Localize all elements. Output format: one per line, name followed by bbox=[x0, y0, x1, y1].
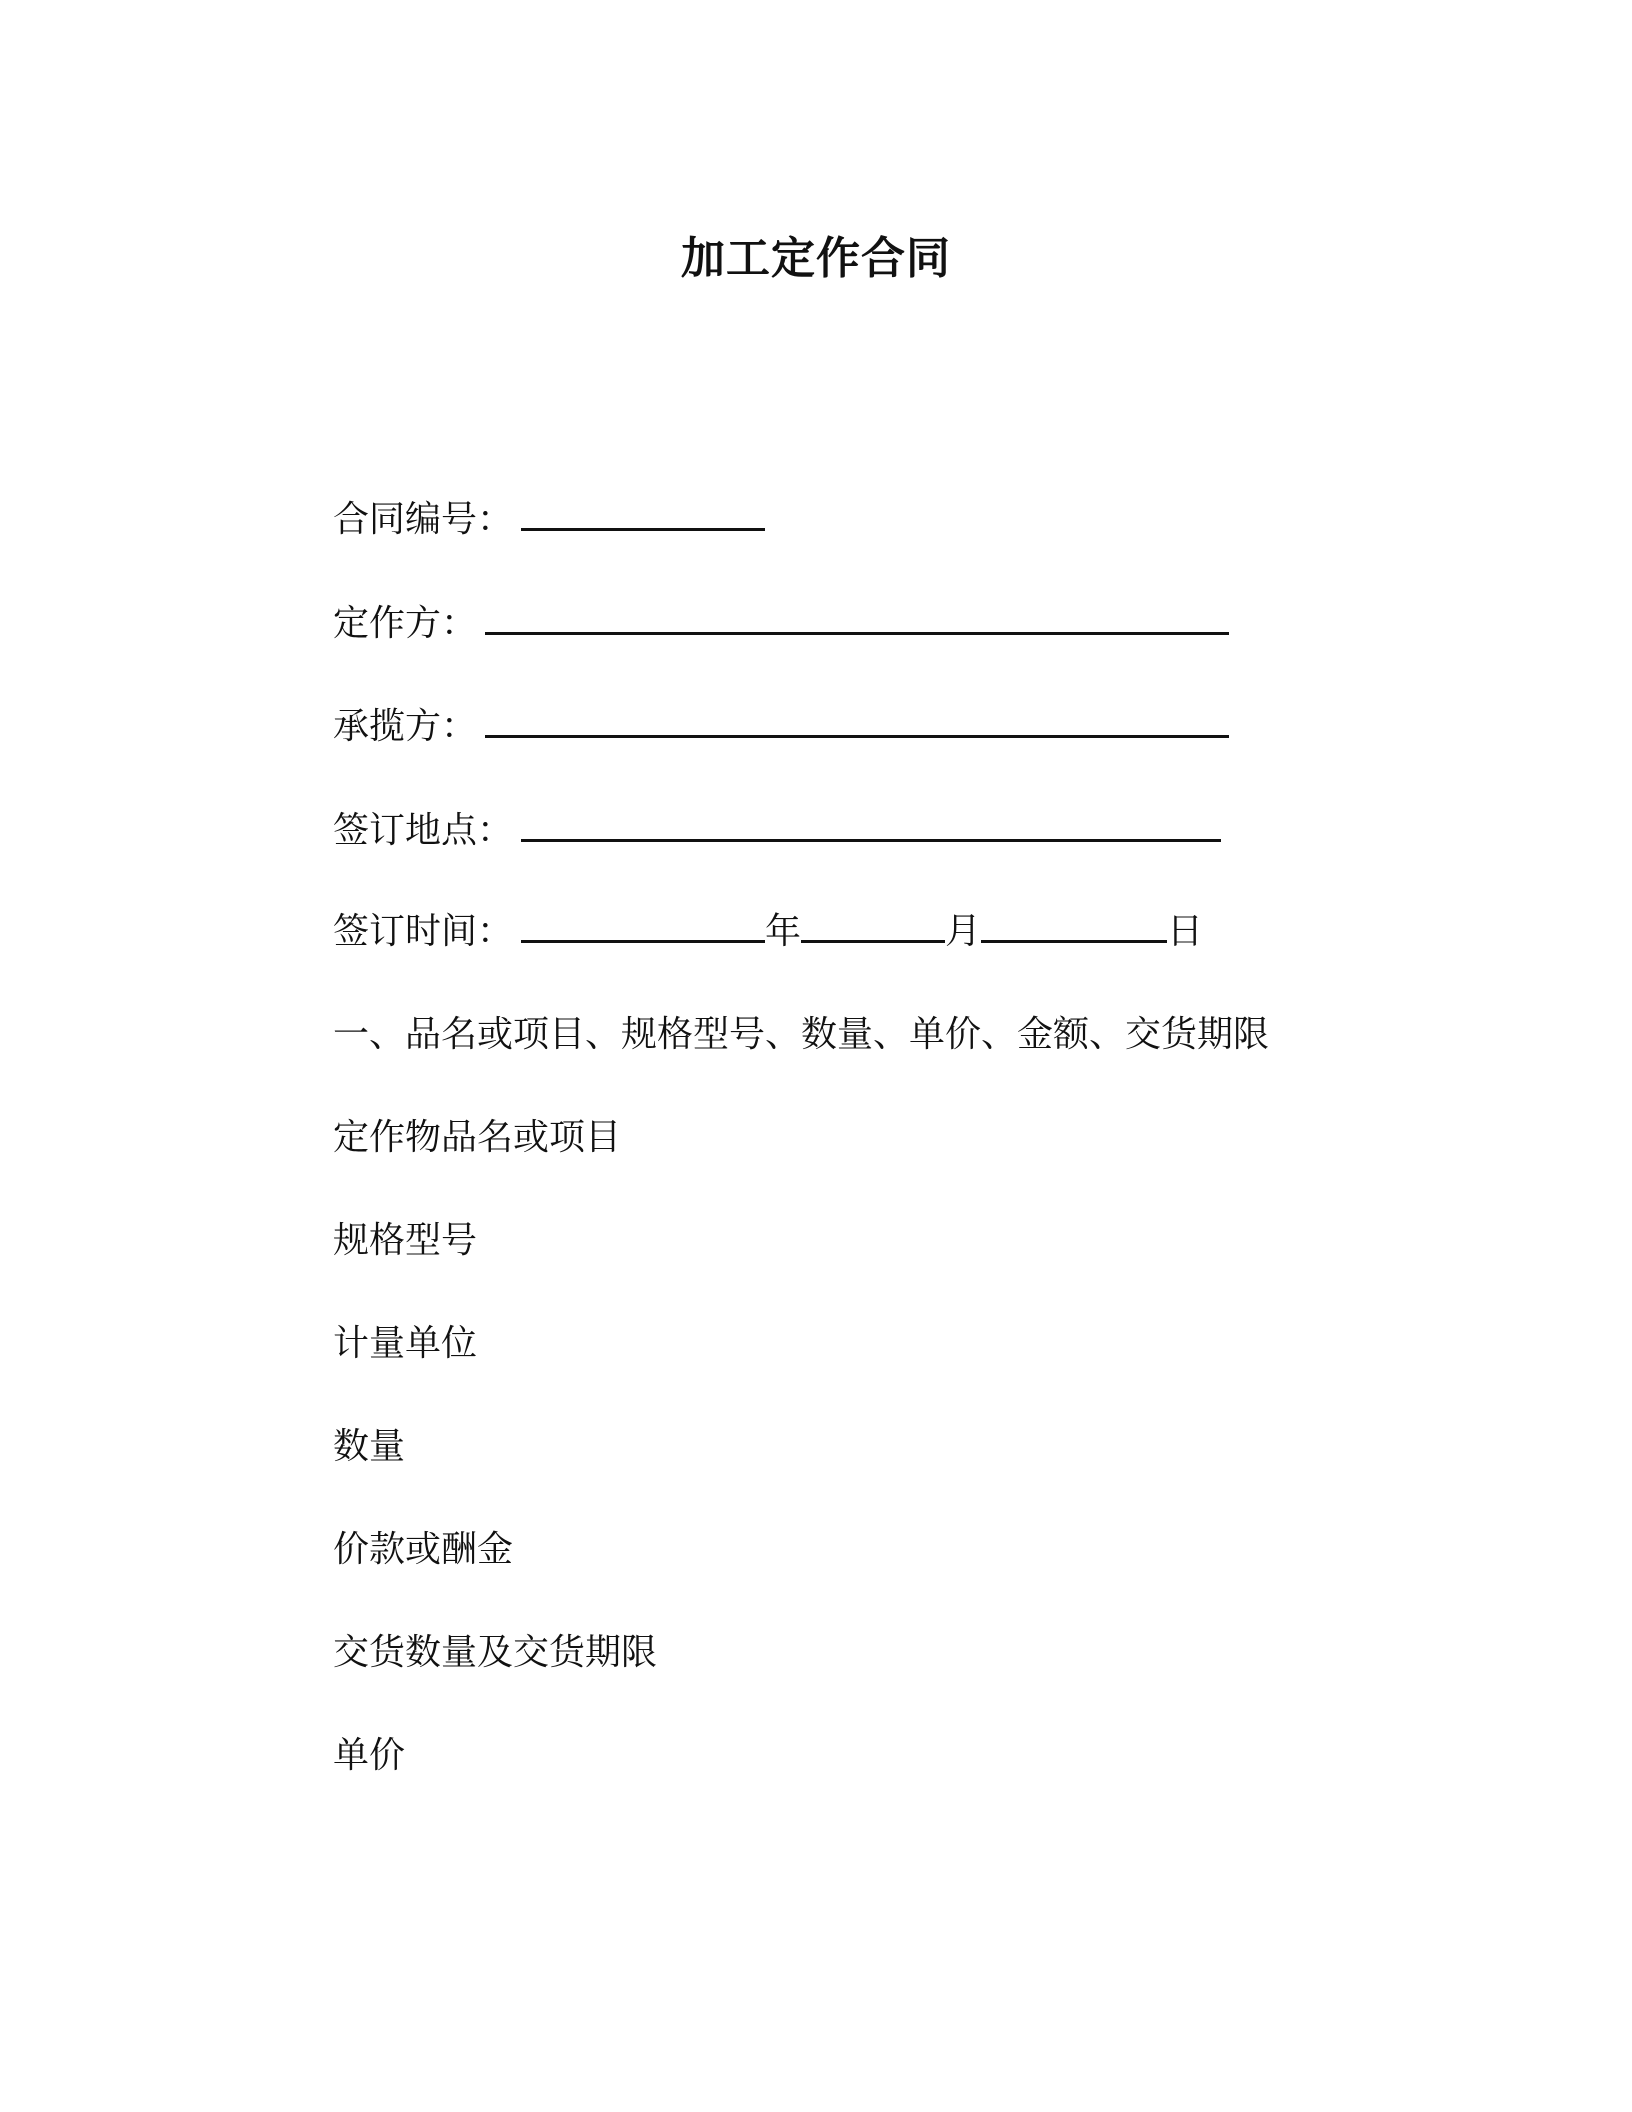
item-spec-model: 规格型号 bbox=[333, 1220, 478, 1261]
sign-time-row bbox=[333, 906, 1203, 957]
orderer-label: 定作方： bbox=[333, 603, 478, 644]
orderer-row bbox=[333, 598, 1229, 649]
contract-number-label: 合同编号： bbox=[333, 499, 514, 540]
item-unit: 计量单位 bbox=[333, 1323, 478, 1364]
contract-number-blank bbox=[521, 494, 765, 531]
contract-number-row bbox=[333, 494, 765, 545]
year-label: 年 bbox=[765, 911, 802, 952]
sign-time-label: 签订时间： bbox=[333, 911, 514, 952]
item-price-remuneration: 价款或酬金 bbox=[333, 1529, 514, 1570]
contractor-blank bbox=[485, 701, 1229, 738]
section-1-heading: 一、品名或项目、规格型号、数量、单价、金额、交货期限 bbox=[333, 1014, 1270, 1055]
item-delivery-quantity-deadline: 交货数量及交货期限 bbox=[333, 1632, 658, 1673]
month-label: 月 bbox=[945, 911, 982, 952]
day-label: 日 bbox=[1167, 911, 1204, 952]
item-product-name: 定作物品名或项目 bbox=[333, 1117, 622, 1158]
item-unit-price: 单价 bbox=[333, 1735, 406, 1776]
month-blank bbox=[801, 906, 945, 943]
sign-place-label: 签订地点： bbox=[333, 810, 514, 851]
day-blank bbox=[981, 906, 1167, 943]
sign-place-blank bbox=[521, 805, 1221, 842]
contractor-label: 承揽方： bbox=[333, 706, 478, 747]
document-title: 加工定作合同 bbox=[681, 233, 951, 284]
item-quantity: 数量 bbox=[333, 1426, 406, 1467]
sign-place-row bbox=[333, 805, 1221, 856]
year-blank bbox=[521, 906, 765, 943]
orderer-blank bbox=[485, 598, 1229, 635]
contractor-row bbox=[333, 701, 1229, 752]
